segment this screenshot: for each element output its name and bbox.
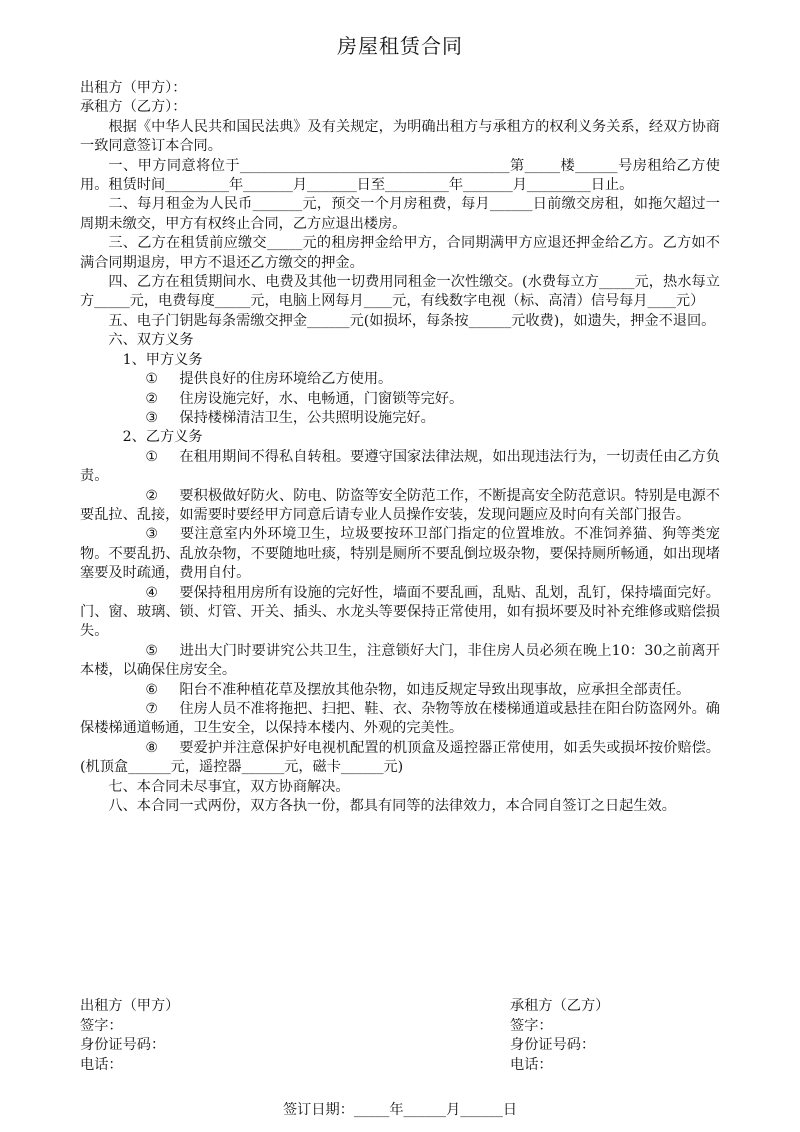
item-number: ⑦ — [145, 701, 159, 717]
article-2: 二、每月租金为人民币_______元，预交一个月房租费，每月______日前缴交房租，如拖欠超过一周期未缴交，甲方有权终止合同，乙方应退出楼房。 — [80, 196, 720, 232]
article-6: 六、双方义务 — [108, 332, 194, 349]
list-item — [80, 700, 720, 739]
page-title: 房屋租赁合同 — [337, 34, 463, 58]
party-b-duties-list — [80, 448, 720, 778]
list-item — [80, 409, 720, 428]
item-text: 要积极做好防火、防电、防盗等安全防范工作，不断提高安全防范意识。特别是电源不要乱拉、乱接，如需要时要经甲方同意后请专业人员操作安装，发现问题应及时向有关部门报告。 — [80, 487, 720, 523]
list-item — [80, 390, 720, 409]
item-text: 住房人员不准将拖把、扫把、鞋、衣、杂物等放在楼梯通道或悬挂在阳台防盗网外。确保楼梯通道畅通，卫生安全，以保持本楼内、外观的完美性。 — [80, 701, 720, 737]
item-number: ④ — [145, 584, 159, 601]
lessor-signature-block — [80, 997, 179, 1075]
list-item — [80, 370, 720, 389]
lessor-id-field: 身份证号码： — [80, 1037, 166, 1053]
lessee-phone-field: 电话： — [510, 1056, 553, 1073]
list-item — [80, 739, 720, 778]
item-text: 保持楼梯清洁卫生，公共照明设施完好。 — [179, 409, 435, 426]
item-text: 要爱护并注意保护好电视机配置的机顶盒及遥控器正常使用，如丢失或损坏按价赔偿。(机顶盒______元，遥控器______元，磁卡______元) — [80, 739, 720, 776]
sign-date: 签订日期：_____年______月______日 — [282, 1102, 518, 1118]
party-b-duties-heading: 2、乙方义务 — [122, 429, 203, 446]
lessor-label: 出租方（甲方） — [80, 998, 180, 1014]
item-number: ③ — [145, 526, 159, 543]
item-number: ⑤ — [145, 642, 159, 659]
item-text: 住房设施完好，水、电畅通，门窗锁等完好。 — [179, 390, 464, 407]
item-text: 要保持租用房所有设施的完好性，墙面不要乱画，乱贴、乱划，乱钉，保持墙面完好。门、窗、玻璃、锁、灯管、开关、插头、水龙头等要保持正常使用，如有损坏要及时补充维修或赔偿损失。 — [80, 584, 720, 640]
item-number: ① — [145, 371, 159, 388]
party-a-duties-heading: 1、甲方义务 — [122, 351, 203, 368]
item-number: ② — [145, 487, 159, 504]
article-3: 三、乙方在租赁前应缴交_____元的租房押金给甲方，合同期满甲方应退还押金给乙方。乙方如不满合同期退房，甲方不退还乙方缴交的押金。 — [80, 235, 720, 271]
lessee-id-field: 身份证号码： — [510, 1037, 596, 1053]
article-8: 八、本合同一式两份，双方各执一份，都具有同等的法律效力，本合同自签订之日起生效。 — [108, 798, 676, 815]
item-number: ① — [145, 448, 159, 465]
item-text: 阳台不准种植花草及摆放其他杂物，如违反规定导致出现事故，应承担全部责任。 — [179, 681, 691, 698]
item-number: ③ — [145, 409, 159, 426]
lessee-signature-block — [510, 997, 609, 1075]
lessee-label: 承租方（乙方） — [510, 998, 610, 1014]
list-item — [80, 525, 720, 583]
lessee-sign-field: 签字： — [510, 1017, 553, 1034]
lessee-line: 承租方（乙方）： — [80, 99, 187, 116]
item-number: ② — [145, 390, 159, 407]
intro-paragraph: 根据《中华人民共和国民法典》及有关规定，为明确出租方与承租方的权利义务关系，经双方协商一致同意签订本合同。 — [80, 118, 720, 155]
party-a-duties-list — [80, 370, 720, 428]
list-item — [80, 584, 720, 642]
item-number: ⑥ — [145, 681, 159, 698]
list-item — [80, 448, 720, 487]
list-item — [80, 681, 720, 700]
lessor-line: 出租方（甲方）： — [80, 80, 187, 96]
lessor-phone-field: 电话： — [80, 1056, 123, 1073]
item-text: 要注意室内外环境卫生，垃圾要按环卫部门指定的位置堆放。不准饲养猫、狗等类宠物。不要乱扔、乱放杂物，不要随地吐痰，特别是厕所不要乱倒垃圾杂物，要保持厕所畅通，如出现堵塞要及时疏通，费用自付。 — [80, 526, 720, 582]
item-number: ⑧ — [145, 739, 159, 756]
article-4: 四、乙方在租赁期间水、电费及其他一切费用同租金一次性缴交。(水费每立方_____元，热水每立方_____元，电费每度_____元，电脑上网每月____元，有线数字电视（标、高清）信号每月____元） — [80, 274, 720, 310]
contract-body — [80, 79, 720, 816]
lessor-sign-field: 签字： — [80, 1017, 123, 1034]
article-7: 七、本合同未尽事宜，双方协商解决。 — [108, 778, 350, 795]
article-5: 五、电子门钥匙每条需缴交押金______元(如损坏，每条按______元收费)，如遗失，押金不退回。 — [108, 312, 716, 329]
item-text: 提供良好的住房环境给乙方使用。 — [179, 371, 393, 388]
item-text: 在租用期间不得私自转租。要遵守国家法律法规，如出现违法行为，一切责任由乙方负责。 — [80, 448, 720, 485]
article-1: 一、甲方同意将位于______________________________________第_____楼______号房租给乙方使用。租赁时间_________年_______月_______日至_________年_______月_________日止。 — [80, 157, 720, 194]
item-text: 进出大门时要讲究公共卫生，注意锁好大门，非住房人员必须在晚上10：30之前离开本楼，以确保住房安全。 — [80, 642, 720, 679]
list-item — [80, 642, 720, 681]
list-item — [80, 487, 720, 526]
